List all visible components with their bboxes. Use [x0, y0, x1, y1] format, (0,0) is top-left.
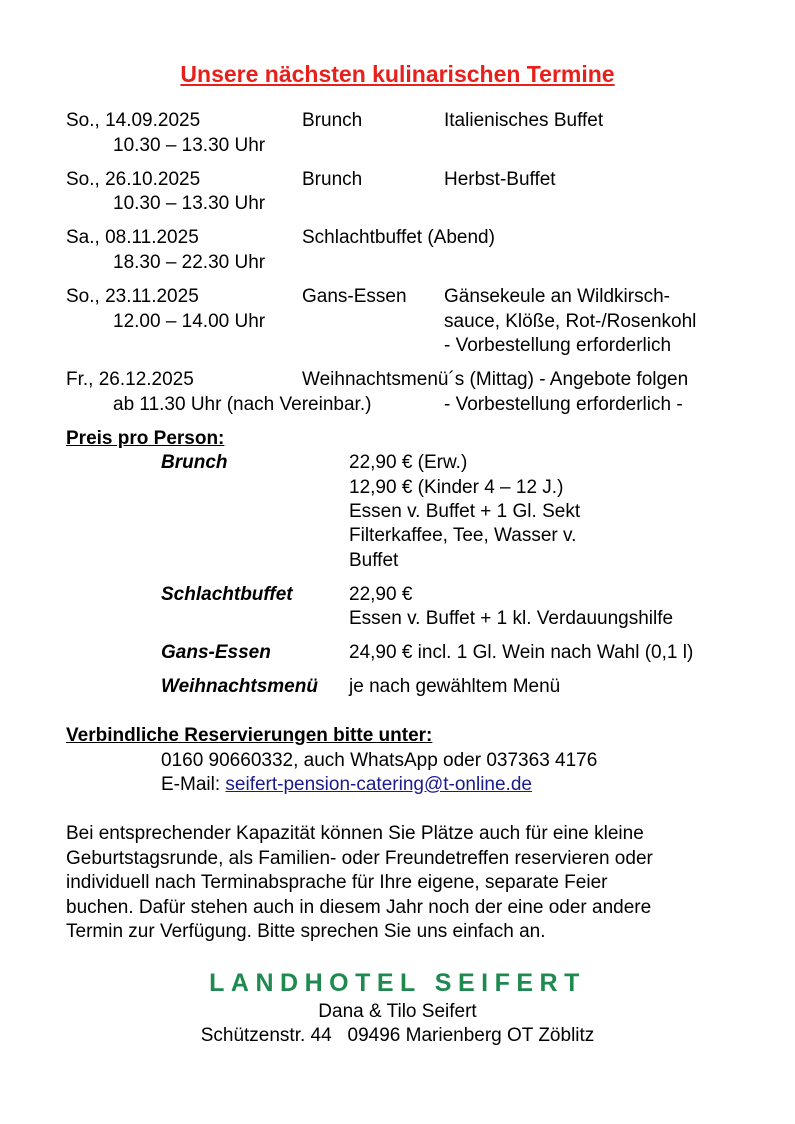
event-3-type: Schlachtbuffet (Abend): [302, 227, 495, 248]
info-paragraph-line3: individuell nach Terminabsprache für Ihre eigene, separate Feier: [66, 872, 608, 893]
price-schlacht-line1: 22,90 €: [349, 584, 413, 605]
reservation-heading: Verbindliche Reservierungen bitte unter:: [66, 725, 433, 746]
event-4-type: Gans-Essen: [302, 286, 407, 307]
price-weihnacht-label: Weihnachtsmenü: [161, 676, 318, 697]
event-4-date: So., 23.11.2025: [66, 286, 199, 307]
price-gans-line1: 24,90 € incl. 1 Gl. Wein nach Wahl (0,1 l): [349, 642, 694, 663]
hotel-name: LANDHOTEL SEIFERT: [209, 969, 586, 997]
event-3-time: 18.30 – 22.30 Uhr: [113, 252, 266, 273]
reservation-email-row: [161, 773, 532, 797]
prices-heading: Preis pro Person:: [66, 428, 225, 449]
email-link[interactable]: seifert-pension-catering@t-online.de: [225, 774, 532, 795]
event-2-time: 10.30 – 13.30 Uhr: [113, 193, 266, 214]
info-paragraph-line2: Geburtstagsrunde, als Familien- oder Freundetreffen reservieren oder: [66, 848, 653, 869]
event-1-time: 10.30 – 13.30 Uhr: [113, 135, 266, 156]
price-brunch-line4: Filterkaffee, Tee, Wasser v.: [349, 525, 577, 546]
price-brunch-line1: 22,90 € (Erw.): [349, 452, 468, 473]
page-title: Unsere nächsten kulinarischen Termine: [180, 61, 615, 87]
event-1-date: So., 14.09.2025: [66, 110, 201, 131]
price-schlacht-line2: Essen v. Buffet + 1 kl. Verdauungshilfe: [349, 608, 674, 629]
event-4-desc-line3: - Vorbestellung erforderlich: [444, 335, 672, 356]
event-4-desc-line2: sauce, Klöße, Rot-/Rosenkohl: [444, 311, 697, 332]
price-brunch-line3: Essen v. Buffet + 1 Gl. Sekt: [349, 501, 581, 522]
event-1-desc: Italienisches Buffet: [444, 110, 604, 131]
hotel-owners: Dana & Tilo Seifert: [318, 1001, 477, 1022]
price-brunch-line5: Buffet: [349, 550, 399, 571]
info-paragraph-line4: buchen. Dafür stehen auch in diesem Jahr noch der eine oder andere: [66, 897, 652, 918]
event-1-type: Brunch: [302, 110, 363, 131]
reservation-phone: 0160 90660332, auch WhatsApp oder 037363 4176: [161, 750, 598, 771]
event-5-time: ab 11.30 Uhr (nach Vereinbar.): [113, 394, 372, 415]
event-2-type: Brunch: [302, 169, 363, 190]
event-3-date: Sa., 08.11.2025: [66, 227, 199, 248]
price-schlacht-label: Schlachtbuffet: [161, 584, 293, 605]
price-gans-label: Gans-Essen: [161, 642, 271, 663]
event-5-type: Weihnachtsmenü´s (Mittag) - Angebote folgen: [302, 369, 689, 390]
info-paragraph-line1: Bei entsprechender Kapazität können Sie Plätze auch für eine kleine: [66, 823, 644, 844]
price-weihnacht-line1: je nach gewähltem Menü: [349, 676, 561, 697]
email-label: E-Mail:: [161, 774, 221, 795]
event-4-time: 12.00 – 14.00 Uhr: [113, 311, 266, 332]
event-5-desc: - Vorbestellung erforderlich -: [444, 394, 683, 415]
event-2-desc: Herbst-Buffet: [444, 169, 556, 190]
event-2-date: So., 26.10.2025: [66, 169, 201, 190]
price-brunch-label: Brunch: [161, 452, 228, 473]
event-4-desc-line1: Gänsekeule an Wildkirsch-: [444, 286, 670, 307]
price-brunch-line2: 12,90 € (Kinder 4 – 12 J.): [349, 477, 564, 498]
hotel-address: Schützenstr. 44 09496 Marienberg OT Zöblitz: [200, 1025, 595, 1046]
info-paragraph-line5: Termin zur Verfügung. Bitte sprechen Sie uns einfach an.: [66, 921, 546, 942]
event-5-date: Fr., 26.12.2025: [66, 369, 194, 390]
